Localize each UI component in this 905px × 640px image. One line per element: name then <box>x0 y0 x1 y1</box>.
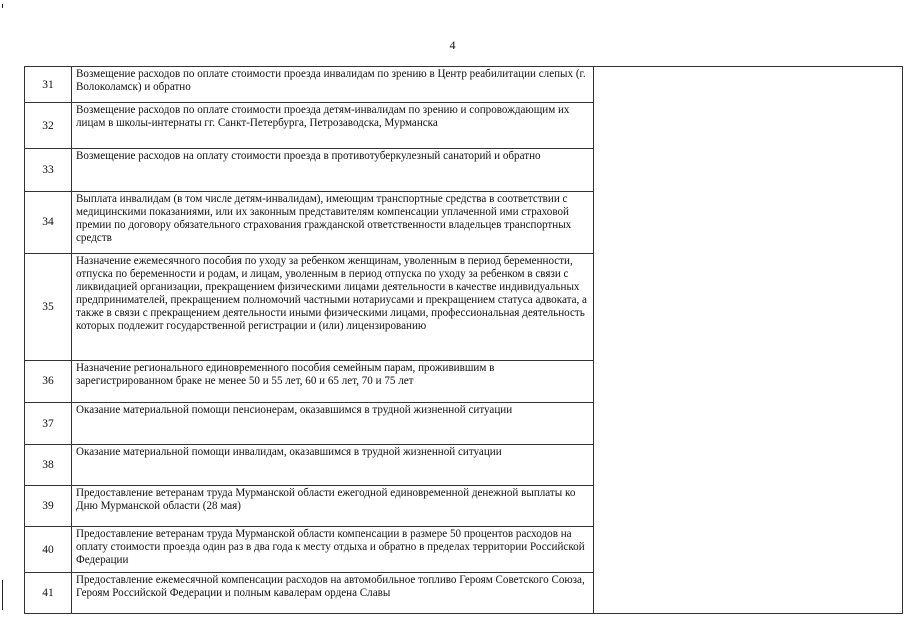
page-number: 4 <box>449 38 456 52</box>
service-description: Возмещение расходов на оплату стоимости проезда в противотуберкулезный санаторий и обратно <box>72 149 594 192</box>
service-description: Оказание материальной помощи инвалидам, оказавшимся в трудной жизненной ситуации <box>72 444 594 486</box>
services-table <box>24 66 903 614</box>
service-description: Выплата инвалидам (в том числе детям-инвалидам), имеющим транспортные средства в соответствии с медицинскими показаниями, или их законным представителям компенсации уплаченной ими страховой премии по договору обязательного страхования гражданской ответственности владельцев транспортных средств <box>72 191 594 254</box>
row-number: 32 <box>25 103 72 149</box>
row-number: 39 <box>25 486 72 527</box>
service-description: Назначение ежемесячного пособия по уходу за ребенком женщинам, уволенным в период беременности, отпуска по беременности и родам, и лицам, уволенным в период отпуска по уходу за ребенком в связи с ликвидацией организации, прекращением физическими лицами деятельности в качестве индивидуальных предпринимателей, прекращением полномочий частными нотариусами и прекращением статуса адвоката, а также в связи с прекращением деятельности иными физическими лицами, профессиональная деятельность которых подлежит государственной регистрации и (или) лицензированию <box>72 254 594 360</box>
row-number: 37 <box>25 403 72 445</box>
row-number: 36 <box>25 360 72 403</box>
row-number: 41 <box>25 573 72 614</box>
row-number: 31 <box>25 67 72 103</box>
scan-edge-mark <box>2 580 3 610</box>
row-number: 40 <box>25 526 72 573</box>
service-description: Предоставление ежемесячной компенсации расходов на автомобильное топливо Героям Советского Союза, Героям Российской Федерации и полным кавалерам ордена Славы <box>72 573 594 614</box>
scan-edge-mark <box>2 4 3 8</box>
empty-column <box>594 67 903 614</box>
service-description: Предоставление ветеранам труда Мурманской области компенсации в размере 50 процентов расходов на оплату стоимости проезда один раз в два года к месту отдыха и обратно в пределах территории Российской Федерации <box>72 526 594 573</box>
service-description: Возмещение расходов по оплате стоимости проезда инвалидам по зрению в Центр реабилитации слепых (г. Волоколамск) и обратно <box>72 67 594 103</box>
row-number: 34 <box>25 191 72 254</box>
table-row <box>25 67 903 103</box>
service-description: Назначение регионального единовременного пособия семейным парам, проживившим в зарегистрированном браке не менее 50 и 55 лет, 60 и 65 лет, 70 и 75 лет <box>72 360 594 403</box>
row-number: 35 <box>25 254 72 360</box>
service-description: Оказание материальной помощи пенсионерам, оказавшимся в трудной жизненной ситуации <box>72 403 594 445</box>
row-number: 38 <box>25 444 72 486</box>
services-table-container <box>24 66 900 614</box>
row-number: 33 <box>25 149 72 192</box>
service-description: Предоставление ветеранам труда Мурманской области ежегодной единовременной денежной выплаты ко Дню Мурманской области (28 мая) <box>72 486 594 527</box>
service-description: Возмещение расходов по оплате стоимости проезда детям-инвалидам по зрению и сопровождающим их лицам в школы-интернаты гг. Санкт-Петербурга, Петрозаводска, Мурманска <box>72 103 594 149</box>
